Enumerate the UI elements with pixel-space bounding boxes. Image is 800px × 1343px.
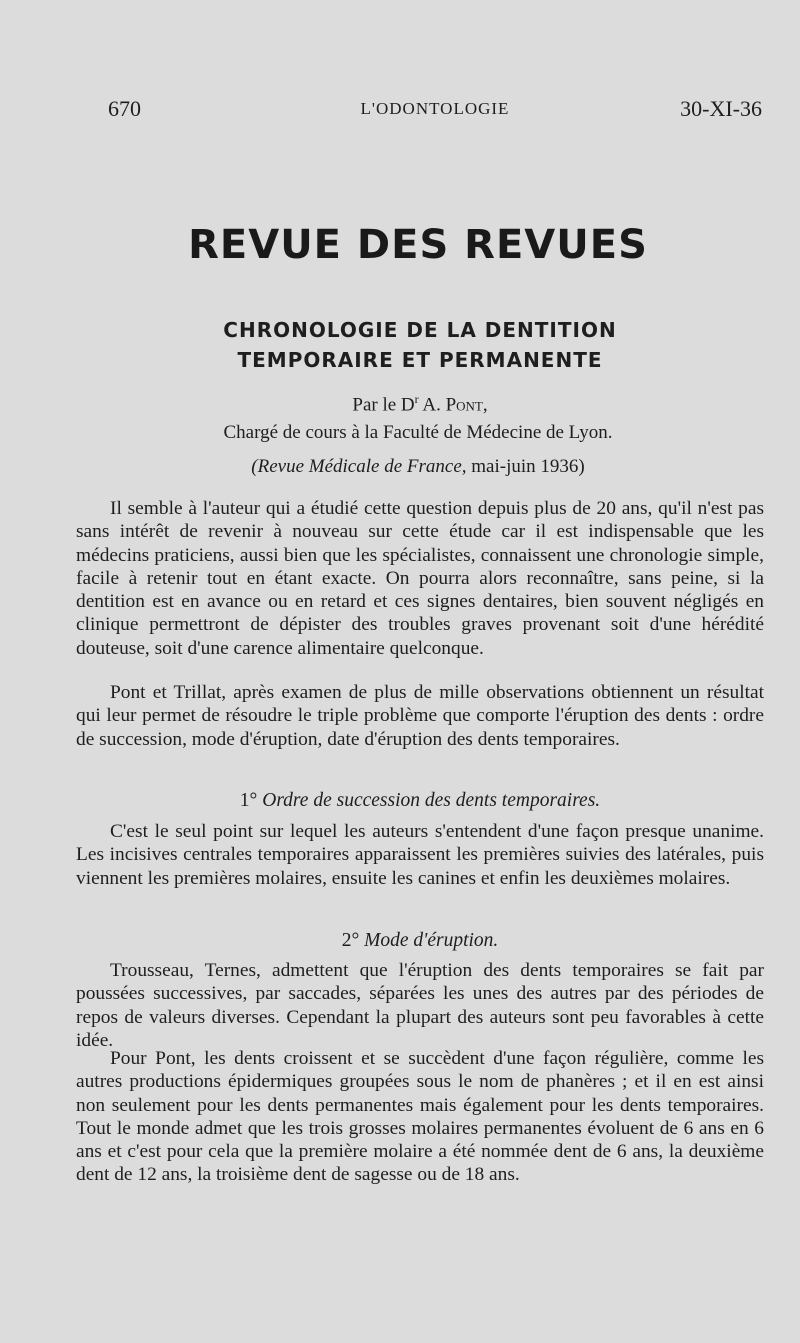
- running-header: [108, 96, 762, 126]
- paragraph-3: [76, 820, 764, 890]
- paragraph-text: Il semble à l'auteur qui a étudié cette question depuis plus de 20 ans, qu'il n'est pas sans intérêt de revenir à nouveau sur cette étude car il est indispensable que les médecins praticiens, aussi bien que les spécialistes, connaissent une chronologie simple, facile à retenir tout en étant exacte. On pourra alors reconnaître, sans peine, si la dentition est en avance ou en retard et ces signes dentaires, bien souvent négligés en clinique permettront de dépister des troubles graves provenant soit d'une hérédité douteuse, soit d'une carence alimentaire quelconque.: [76, 498, 764, 659]
- subheading-number: 1°: [239, 790, 258, 811]
- section-title: REVUE DES REVUES: [188, 222, 648, 268]
- issue-date: 30-XI-36: [680, 96, 762, 121]
- byline: [0, 392, 800, 416]
- paragraph-5: [76, 1047, 764, 1187]
- journal-title: L'ODONTOLOGIE: [360, 99, 510, 118]
- paragraph-text: C'est le seul point sur lequel les auteurs s'entendent d'une façon presque unanime. Les incisives centrales temporaires apparaissent les premières suivies des latérales, puis viennent les premières molaires, ensuite les canines et enfin les deuxièmes molaires.: [76, 821, 764, 889]
- author-name: Pont,: [445, 394, 488, 416]
- author-affiliation: Chargé de cours à la Faculté de Médecine de Lyon.: [223, 422, 613, 443]
- byline-superscript: r: [414, 392, 419, 406]
- subheading-text: Ordre de succession des dents temporaires.: [262, 790, 601, 811]
- subheading-2: [0, 930, 800, 952]
- source-citation: [0, 456, 800, 478]
- subheading-number: 2°: [341, 930, 360, 951]
- source-date: mai-juin 1936): [466, 456, 585, 477]
- article-title-line-2: TEMPORAIRE ET PERMANENTE: [237, 348, 603, 372]
- byline-initial: A.: [422, 394, 441, 416]
- paragraph-1: [76, 497, 764, 660]
- page-number: 670: [108, 96, 141, 121]
- subheading-1: [0, 790, 800, 812]
- paragraph-text: Pont et Trillat, après examen de plus de mille observations obtiennent un résultat qui leur permet de résoudre le triple problème que comporte l'éruption des dents : ordre de succession, mode d'éruption, date d'éruption des dents temporaires.: [76, 682, 764, 750]
- article-title-line-1: CHRONOLOGIE DE LA DENTITION: [223, 318, 617, 342]
- subheading-text: Mode d'éruption.: [364, 930, 499, 951]
- paragraph-text: Pour Pont, les dents croissent et se succèdent d'une façon régulière, comme les autres productions épidermiques groupées sous le nom de phanères ; et il en est ainsi non seulement pour les dents permanentes mais également pour les dents temporaires. Tout le monde admet que les trois grosses molaires permanentes évoluent de 6 ans en 6 ans et c'est pour cela que la première molaire a été nommée dent de 6 ans, la deuxième dent de 12 ans, la troisième dent de sagesse ou de 18 ans.: [76, 1048, 764, 1186]
- paragraph-4: [76, 959, 764, 1052]
- paragraph-2: [76, 681, 764, 751]
- source-journal: (Revue Médicale de France,: [251, 456, 467, 477]
- byline-prefix: Par le D: [352, 394, 415, 416]
- paragraph-text: Trousseau, Ternes, admettent que l'éruption des dents temporaires se fait par poussées successives, par saccades, séparées les unes des autres par des périodes de repos de valeurs diverses. Cependant la plupart des auteurs sont peu favorables à cette idée.: [76, 960, 764, 1051]
